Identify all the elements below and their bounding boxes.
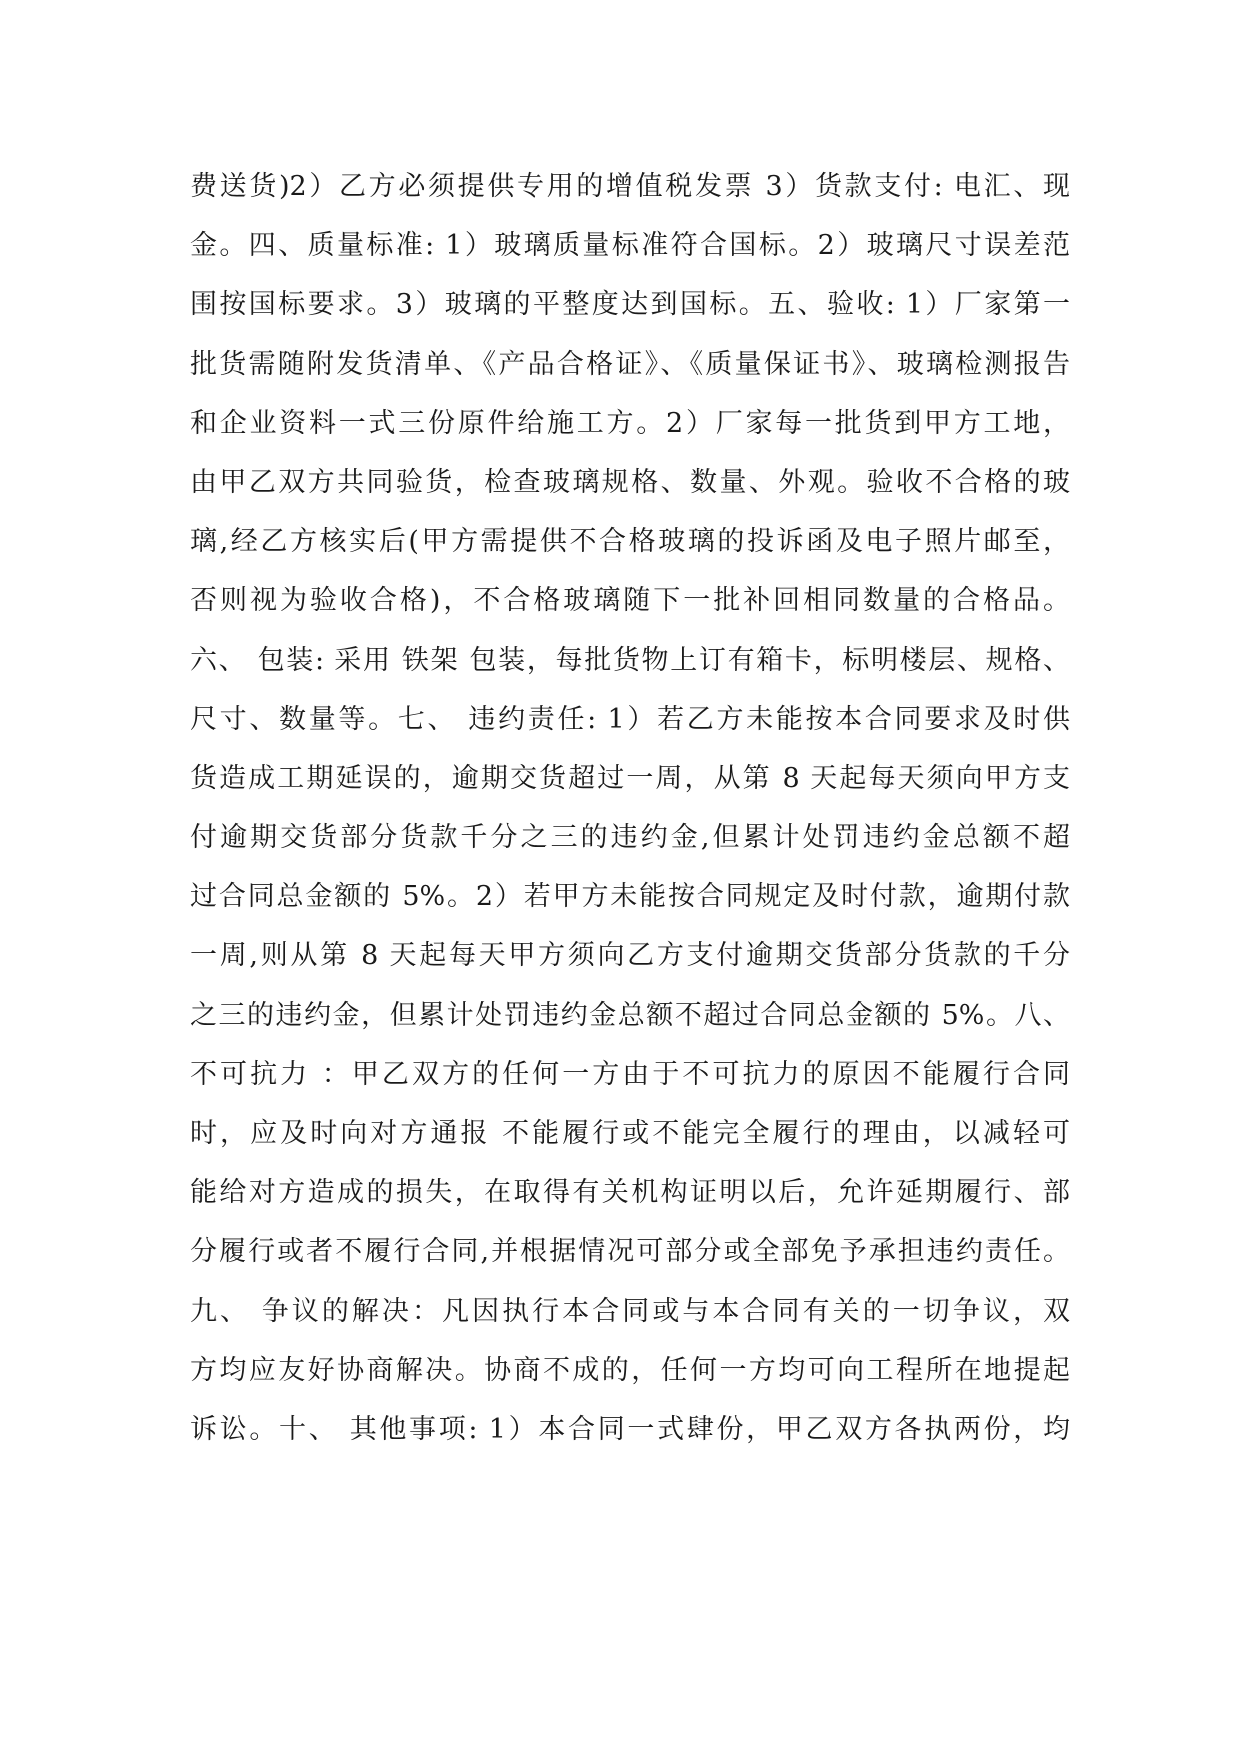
text-line: 尺寸、数量等。七、 违约责任: 1）若乙方未能按本合同要求及时供 — [190, 703, 1070, 735]
text-line: 璃,经乙方核实后(甲方需提供不合格玻璃的投诉函及电子照片邮至， — [190, 526, 1070, 558]
text-line: 之三的违约金，但累计处罚违约金总额不超过合同总金额的 5%。八、 — [190, 999, 1070, 1031]
text-line: 能给对方造成的损失，在取得有关机构证明以后，允许延期履行、部 — [190, 1177, 1070, 1209]
text-line: 付逾期交货部分货款千分之三的违约金,但累计处罚违约金总额不超 — [190, 822, 1070, 854]
text-line: 九、 争议的解决：凡因执行本合同或与本合同有关的一切争议，双 — [190, 1295, 1070, 1327]
text-line: 由甲乙双方共同验货，检查玻璃规格、数量、外观。验收不合格的玻 — [190, 466, 1070, 498]
text-line: 批货需随附发货清单、《产品合格证》、《质量保证书》、玻璃检测报告 — [190, 348, 1070, 380]
text-line: 不可抗力 ：甲乙双方的任何一方由于不可抗力的原因不能履行合同 — [190, 1058, 1070, 1090]
text-line: 诉讼。十、 其他事项: 1）本合同一式肆份，甲乙双方各执两份，均 — [190, 1413, 1070, 1445]
text-line: 费送货)2）乙方必须提供专用的增值税发票 3）货款支付: 电汇、现 — [190, 171, 1070, 202]
contract-body-text — [190, 157, 1070, 1459]
text-line: 货造成工期延误的，逾期交货超过一周，从第 8 天起每天须向甲方支 — [190, 762, 1070, 794]
text-line: 分履行或者不履行合同,并根据情况可部分或全部免予承担违约责任。 — [190, 1236, 1070, 1268]
text-line: 和企业资料一式三份原件给施工方。2）厂家每一批货到甲方工地， — [190, 407, 1070, 439]
text-line: 金。四、质量标准: 1）玻璃质量标准符合国标。2）玻璃尺寸误差范 — [190, 230, 1070, 262]
text-line: 过合同总金额的 5%。2）若甲方未能按合同规定及时付款，逾期付款 — [190, 881, 1070, 913]
text-line: 围按国标要求。3）玻璃的平整度达到国标。五、验收: 1）厂家第一 — [190, 289, 1070, 321]
text-line: 时，应及时向对方通报 不能履行或不能完全履行的理由，以减轻可 — [190, 1118, 1070, 1149]
text-line: 一周,则从第 8 天起每天甲方须向乙方支付逾期交货部分货款的千分 — [190, 940, 1070, 972]
text-line: 否则视为验收合格)，不合格玻璃随下一批补回相同数量的合格品。 — [190, 585, 1070, 617]
text-line: 方均应友好协商解决。协商不成的，任何一方均可向工程所在地提起 — [190, 1354, 1070, 1386]
text-line: 六、 包装: 采用 铁架 包装，每批货物上订有箱卡，标明楼层、规格、 — [190, 644, 1070, 676]
